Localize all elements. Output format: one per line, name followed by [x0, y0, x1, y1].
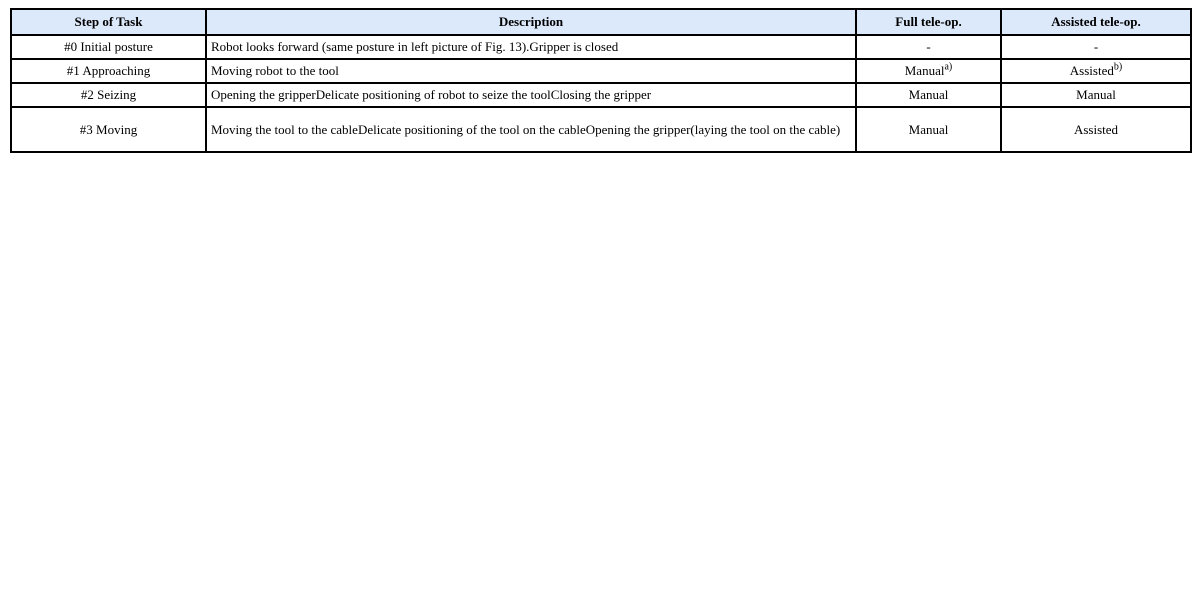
assisted-teleop-value: Manual	[1076, 87, 1116, 103]
full-teleop-value: -	[926, 39, 931, 55]
cell-full-teleop	[856, 35, 1001, 59]
header-cell-step-of-task: Step of Task	[11, 9, 206, 35]
table-row-seizing	[11, 83, 1191, 107]
table-row-initial-posture	[11, 35, 1191, 59]
cell-description: Robot looks forward (same posture in left picture of Fig. 13).Gripper is closed	[206, 35, 856, 59]
task-steps-table	[10, 8, 1192, 153]
full-teleop-value: Manual	[904, 63, 945, 79]
cell-assisted-teleop	[1001, 59, 1191, 83]
assisted-teleop-value: Assisted	[1073, 121, 1119, 137]
cell-step: #2 Seizing	[11, 83, 206, 107]
full-teleop-value: Manual	[908, 87, 949, 103]
cell-description: Moving robot to the tool	[206, 59, 856, 83]
header-cell-full-teleop: Full tele-op.	[856, 9, 1001, 35]
assisted-teleop-value: Assisted	[1069, 63, 1114, 79]
full-teleop-value: Manual	[908, 121, 949, 137]
cell-full-teleop	[856, 59, 1001, 83]
table-header-row	[11, 9, 1191, 35]
header-cell-assisted-teleop: Assisted tele-op.	[1001, 9, 1191, 35]
assisted-teleop-value: -	[1093, 39, 1099, 55]
cell-step: #0 Initial posture	[11, 35, 206, 59]
cell-full-teleop	[856, 107, 1001, 152]
cell-assisted-teleop	[1001, 83, 1191, 107]
cell-description: Moving the tool to the cableDelicate positioning of the tool on the cableOpening the gripper(laying the tool on the cable)	[206, 107, 856, 152]
table-row-approaching	[11, 59, 1191, 83]
cell-step: #1 Approaching	[11, 59, 206, 83]
cell-full-teleop	[856, 83, 1001, 107]
footnote-marker-b: b)	[1113, 61, 1123, 73]
cell-description: Opening the gripperDelicate positioning of robot to seize the toolClosing the gripper	[206, 83, 856, 107]
header-cell-description: Description	[206, 9, 856, 35]
table-row-moving	[11, 107, 1191, 152]
footnote-marker-a: a)	[944, 61, 953, 73]
cell-assisted-teleop	[1001, 35, 1191, 59]
cell-assisted-teleop	[1001, 107, 1191, 152]
cell-step: #3 Moving	[11, 107, 206, 152]
